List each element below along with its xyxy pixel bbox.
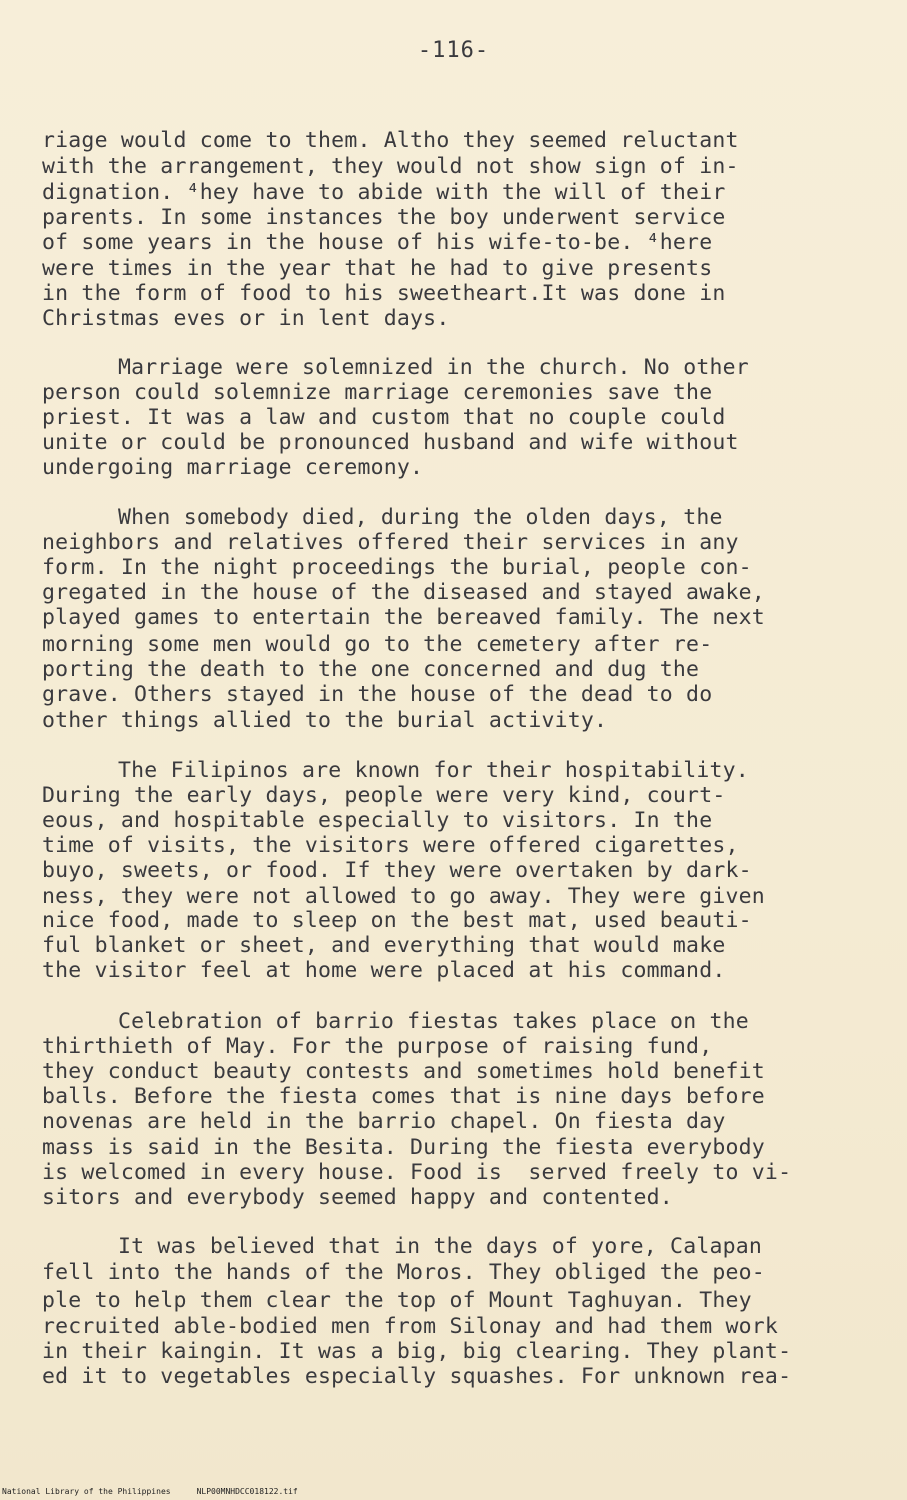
text-line: parents. In some instances the boy underwent service [42, 205, 726, 230]
text-line: undergoing marriage ceremony. [42, 455, 424, 480]
footer-filename: NLP00MNHDCC018122.tif [196, 1487, 298, 1496]
text-line: ful blanket or sheet, and everything that would make [42, 933, 726, 958]
text-line: played games to entertain the bereaved family. The next [42, 605, 765, 630]
text-line: During the early days, people were very kind, court- [42, 783, 726, 808]
text-line: with the arrangement, they would not show sign of in- [42, 154, 739, 179]
footer-institution: National Library of the Philippines [2, 1487, 171, 1496]
page-number: -116- [417, 38, 490, 63]
text-line: novenas are held in the barrio chapel. On fiesta day [42, 1109, 726, 1134]
text-line: ness, they were not allowed to go away. They were given [42, 884, 765, 909]
text-line: Christmas eves or in lent days. [42, 306, 450, 331]
text-line: grave. Others stayed in the house of the dead to do [42, 682, 713, 707]
text-line: Marriage were solemnized in the church. No other [118, 355, 749, 380]
text-line: nice food, made to sleep on the best mat, used beauti- [42, 908, 752, 933]
text-line: recruited able-bodied men from Silonay and had them work [42, 1314, 779, 1339]
text-line: ple to help them clear the top of Mount Taghuyan. They [42, 1288, 752, 1313]
text-line: dignation. ⁴hey have to abide with the will of their [42, 180, 726, 205]
text-line: were times in the year that he had to give presents [42, 256, 713, 281]
text-line: Celebration of barrio fiestas takes place on the [118, 1009, 749, 1034]
text-line: time of visits, the visitors were offered cigarettes, [42, 833, 739, 858]
text-line: The Filipinos are known for their hospitability. [118, 758, 749, 783]
text-line: they conduct beauty contests and sometimes hold benefit [42, 1059, 765, 1084]
text-line: thirthieth of May. For the purpose of raising fund, [42, 1034, 713, 1059]
text-line: of some years in the house of his wife-to-be. ⁴here [42, 230, 713, 255]
text-line: ed it to vegetables especially squashes. For unknown rea- [42, 1364, 792, 1389]
text-line: When somebody died, during the olden days, the [118, 505, 723, 530]
text-line: eous, and hospitable especially to visitors. In the [42, 808, 713, 833]
text-line: sitors and everybody seemed happy and contented. [42, 1185, 673, 1210]
text-line: riage would come to them. Altho they seemed reluctant [42, 128, 739, 153]
scan-footer [2, 1487, 298, 1496]
text-line: unite or could be pronounced husband and wife without [42, 430, 739, 455]
text-line: It was believed that in the days of yore, Calapan [118, 1234, 763, 1259]
text-line: in their kaingin. It was a big, big clearing. They plant- [42, 1339, 792, 1364]
text-line: buyo, sweets, or food. If they were overtaken by dark- [42, 858, 752, 883]
text-line: the visitor feel at home were placed at his command. [42, 958, 726, 983]
text-line: other things allied to the burial activity. [42, 708, 608, 733]
text-line: neighbors and relatives offered their services in any [42, 530, 739, 555]
text-line: gregated in the house of the diseased and stayed awake, [42, 580, 765, 605]
text-line: is welcomed in every house. Food is served freely to vi- [42, 1160, 792, 1185]
text-line: person could solemnize marriage ceremonies save the [42, 380, 713, 405]
text-line: form. In the night proceedings the burial, people con- [42, 555, 752, 580]
text-line: fell into the hands of the Moros. They obliged the peo- [42, 1260, 765, 1285]
text-line: in the form of food to his sweetheart.It was done in [42, 281, 726, 306]
text-line: mass is said in the Besita. During the fiesta everybody [42, 1135, 765, 1160]
text-line: priest. It was a law and custom that no couple could [42, 405, 726, 430]
text-line: porting the death to the one concerned and dug the [42, 657, 700, 682]
text-line: balls. Before the fiesta comes that is nine days before [42, 1084, 765, 1109]
text-line: morning some men would go to the cemetery after re- [42, 632, 713, 657]
